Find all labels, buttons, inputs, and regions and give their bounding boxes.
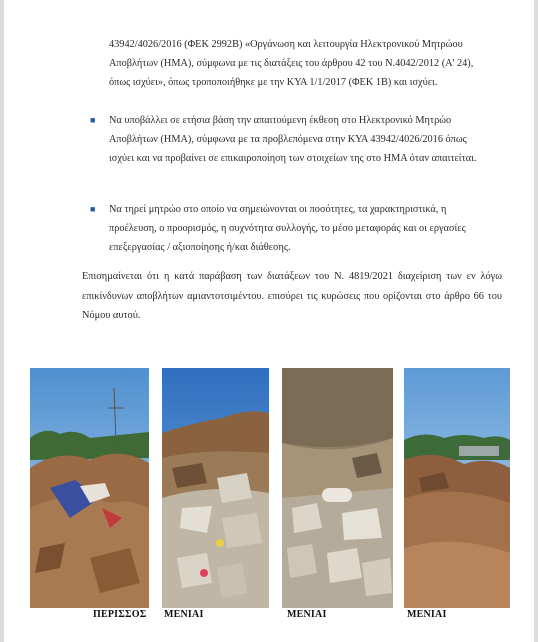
photo-caption: ΜΕΝΙΑΙ (164, 609, 204, 620)
site-photo (282, 368, 393, 608)
site-photo (404, 368, 510, 608)
continuation-text: 43942/4026/2016 (ΦΕΚ 2992Β) «Οργάνωση και λειτουργία Ηλεκτρονικού Μητρώου Αποβλήτων (ΗΜΑ), σύμφωνα με τις διατάξεις του άρθρου 42 του Ν.4042/2012 (Α' 24), όπως ισχύει», όπως τροποποιήθηκε με την ΚΥΑ 1/1/2017 (ΦΕΚ 1Β) και ισχύει. (109, 39, 474, 88)
bullet-item (90, 111, 494, 168)
photo-caption: ΜΕΝΙΑΙ (287, 609, 327, 620)
site-photo (162, 368, 269, 608)
bullet-text: Να υποβάλλει σε ετήσια βάση την απαιτούμενη έκθεση στο Ηλεκτρονικό Μητρώο Αποβλήτων (ΗΜΑ), σύμφωνα με τα προβλεπόμενα στην ΚΥΑ 43942/4026/2016 όπως ισχύει και να προβαίνει σε επικαιροποίηση των στοιχείων της στο ΗΜΑ όταν απαιτείται. (109, 115, 477, 164)
bullet-item (90, 200, 494, 257)
document-page (4, 0, 534, 642)
bullet-marker: ■ (90, 204, 96, 214)
bullet-marker: ■ (90, 115, 96, 125)
photo-caption: ΠΕΡΙΣΣΟΣ (93, 609, 147, 620)
notice-paragraph: Επισημαίνεται ότι η κατά παράβαση των διατάξεων του Ν. 4819/2021 διαχείριση των εν λόγω επικίνδυνων αποβλήτων αμιαντοτσιμέντου. επισύρει τις κυρώσεις που ορίζονται στο άρθρο 66 του Νόμου αυτού. (82, 271, 502, 321)
bullet-text: Να τηρεί μητρώο στο οποίο να σημειώνονται οι ποσότητες, τα χαρακτηριστικά, η προέλευση, ο προορισμός, η συχνότητα συλλογής, το μέσο μεταφοράς και οι εργασίες επεξεργασίας / αξιοποίησης ή/και διάθεσης. (109, 204, 466, 253)
photo-caption: ΜΕΝΙΑΙ (407, 609, 447, 620)
site-photo (30, 368, 149, 608)
